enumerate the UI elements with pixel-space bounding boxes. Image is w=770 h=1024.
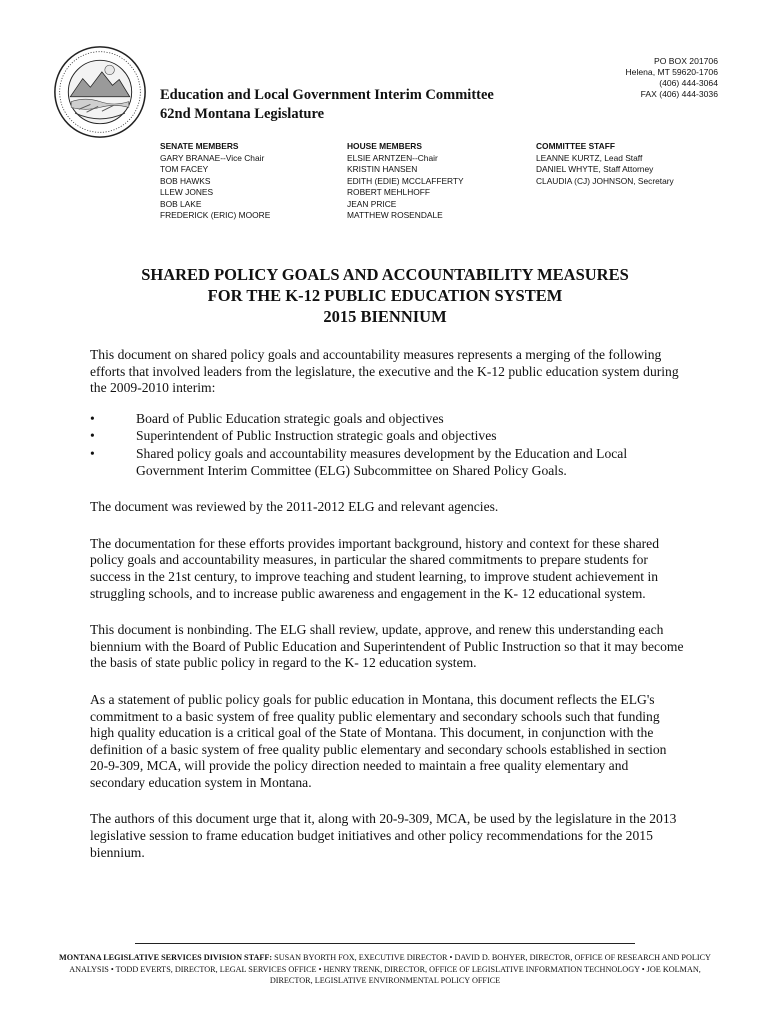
committee-staff-list	[536, 141, 674, 187]
bullet-icon: •	[90, 428, 95, 444]
member-name: LLEW JONES	[160, 187, 214, 197]
intro-paragraph: This document on shared policy goals and accountability measures represents a merging of the following efforts that involved leaders from the legislature, the executive and the K-12 public education system during the 2009-2010 interim:	[90, 347, 679, 396]
reviewed-paragraph: The document was reviewed by the 2011-2012 ELG and relevant agencies.	[90, 499, 499, 515]
member-name: TOM FACEY	[160, 164, 209, 174]
city-state-zip: Helena, MT 59620-1706	[625, 67, 718, 77]
footer-lead: MONTANA LEGISLATIVE SERVICES DIVISION STAFF:	[59, 953, 273, 962]
statement-paragraph: As a statement of public policy goals for public education in Montana, this document reflects the ELG's commitment to a basic system of free quality public elementary and secondary schools such that funding high quality education is a critical goal of the State of Montana. This document, in conjunction with the definition of a basic system of free quality public elementary and secondary schools established in section 20-9-309, MCA, will provide the policy direction needed to maintain a free quality elementary and secondary education system in Montana.	[90, 691, 667, 790]
document-title	[0, 264, 770, 327]
po-box: PO BOX 201706	[653, 56, 718, 66]
member-name: ROBERT MEHLHOFF	[347, 187, 430, 197]
senate-members-list	[160, 141, 270, 222]
house-members-list	[347, 141, 464, 222]
list-item-text: Shared policy goals and accountability measures development by the Education and Local Government Interim Committee (ELG) Subcommittee on Shared Policy Goals.	[136, 445, 628, 478]
contact-block	[625, 56, 718, 100]
title-line: FOR THE K-12 PUBLIC EDUCATION SYSTEM	[207, 286, 563, 305]
fax-number: FAX (406) 444-3036	[640, 89, 718, 99]
bullet-icon: •	[90, 445, 95, 461]
member-name: BOB LAKE	[160, 198, 202, 209]
bullet-icon: •	[90, 410, 95, 426]
senate-heading: SENATE MEMBERS	[160, 141, 239, 151]
legislature-name: 62nd Montana Legislature	[160, 106, 325, 122]
state-seal-logo	[52, 44, 148, 140]
list-item	[90, 446, 686, 479]
footer-divider	[135, 943, 635, 944]
member-name: BOB HAWKS	[160, 175, 211, 186]
member-name: MATTHEW ROSENDALE	[347, 210, 443, 220]
staff-heading: COMMITTEE STAFF	[536, 141, 615, 151]
authors-paragraph: The authors of this document urge that it, along with 20-9-309, MCA, be used by the legislature in the 2013 legislative session to frame education budget initiatives and other policy recommendations for the 2015 biennium.	[90, 811, 677, 860]
member-name: EDITH (EDIE) MCCLAFFERTY	[347, 175, 464, 186]
phone-number: (406) 444-3064	[659, 78, 718, 88]
efforts-list	[90, 411, 686, 479]
list-item	[90, 411, 686, 428]
member-name: GARY BRANAE--Vice Chair	[160, 152, 265, 163]
nonbinding-paragraph: This document is nonbinding. The ELG shall review, update, approve, and renew this understanding each biennium with the Board of Public Education and Superintendent of Public Instruction so that it may become the basis of state public policy in regard to the K- 12 education system.	[90, 622, 684, 671]
staff-name: CLAUDIA (CJ) JOHNSON, Secretary	[536, 175, 674, 186]
footer-staff-credits	[50, 952, 720, 987]
member-name: ELSIE ARNTZEN--Chair	[347, 152, 438, 163]
title-line: 2015 BIENNIUM	[323, 307, 447, 326]
member-name: JEAN PRICE	[347, 198, 397, 209]
staff-name: LEANNE KURTZ, Lead Staff	[536, 152, 643, 163]
house-heading: HOUSE MEMBERS	[347, 141, 422, 151]
staff-name: DANIEL WHYTE, Staff Attorney	[536, 164, 654, 174]
committee-name: Education and Local Government Interim Committee	[160, 87, 494, 103]
committee-heading	[160, 86, 494, 124]
footer-text: SUSAN BYORTH FOX, EXECUTIVE DIRECTOR • DAVID D. BOHYER, DIRECTOR, OFFICE OF RESEARCH AND POLICY ANALYSIS • TODD EVERTS, DIRECTOR, LEGAL SERVICES OFFICE • HENRY TRENK, DIRECTOR, OFFICE OF LEGISLATIVE INFORMATION TECHNOLOGY • JOE KOLMAN, DIRECTOR, LEGISLATIVE ENVIRONMENTAL POLICY OFFICE	[69, 953, 711, 985]
list-item-text: Board of Public Education strategic goals and objectives	[136, 410, 444, 426]
member-name: FREDERICK (ERIC) MOORE	[160, 210, 271, 220]
list-item-text: Superintendent of Public Instruction strategic goals and objectives	[136, 428, 497, 444]
member-name: KRISTIN HANSEN	[347, 164, 418, 174]
list-item	[90, 428, 686, 445]
title-line: SHARED POLICY GOALS AND ACCOUNTABILITY MEASURES	[141, 265, 629, 284]
document-body	[90, 347, 686, 875]
documentation-paragraph: The documentation for these efforts provides important background, history and context for these shared policy goals and accountability measures, in particular the shared commitments to prepare students for success in the 21st century, to improve teaching and student learning, to improve student achievement in struggling schools, and to increase public awareness and engagement in the K- 12 educational system.	[90, 535, 660, 601]
